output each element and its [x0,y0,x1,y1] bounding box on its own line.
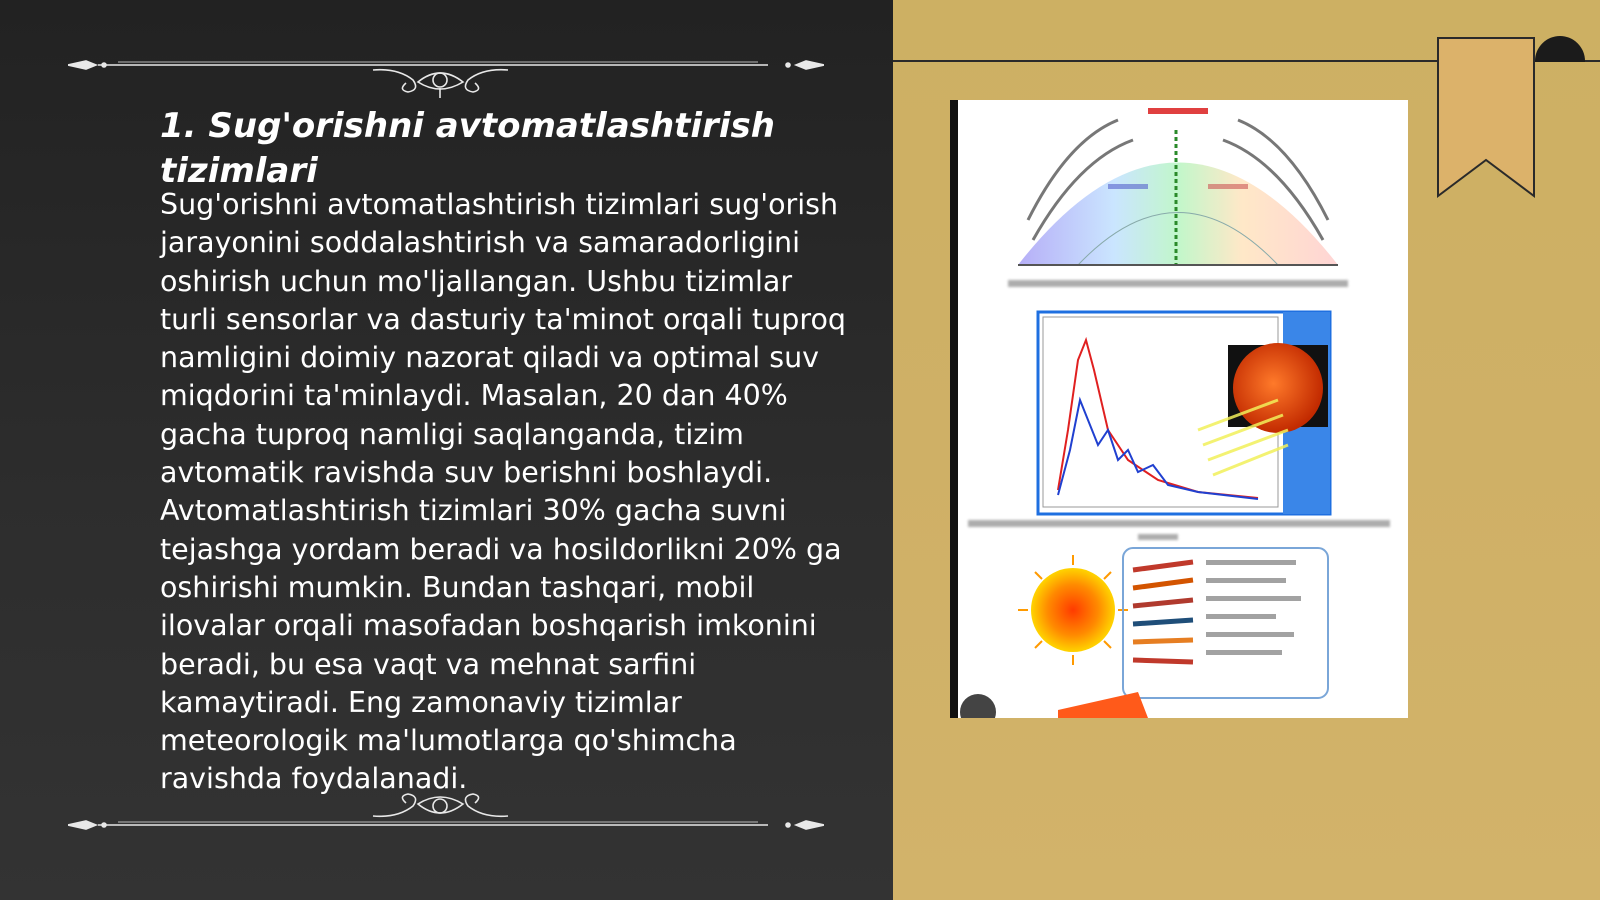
divider-flourish-icon [68,50,824,100]
divider-flourish-icon [68,786,824,836]
slide-body-text: Sug'orishni avtomatlashtirish tizimlari sug'orish jarayonini soddalashtirish va samaradorligini oshirish uchun mo'ljallangan. Ushbu tizimlar turli sensorlar va dasturiy ta'minot orqali tuproq namligini doimiy nazorat qiladi va optimal suv miqdorini ta'minlaydi. Masalan, 20 dan 40% gacha tuproq namligi saqlanganda, tizim avtomatik ravishda suv berishni boshlaydi. Avtomatlashtirish tizimlari 30% gacha suvni tejashga yordam beradi va hosildorlikni 20% ga oshirishi mumkin. Bundan tashqari, mobil ilovalar orqali masofadan boshqarish imkonini beradi, bu esa vaqt va mehnat sarfini kamaytiradi. Eng zamonaviy tizimlar meteorologik ma'lumotlarga qo'shimcha ravishda foydalanadi. [160,188,846,796]
figure-image [950,100,1408,718]
slide-title: 1. Sug'orishni avtomatlashtirish tizimlari [160,106,775,191]
figure-illustration [958,100,1400,718]
bookmark-ribbon-icon [1436,36,1536,198]
